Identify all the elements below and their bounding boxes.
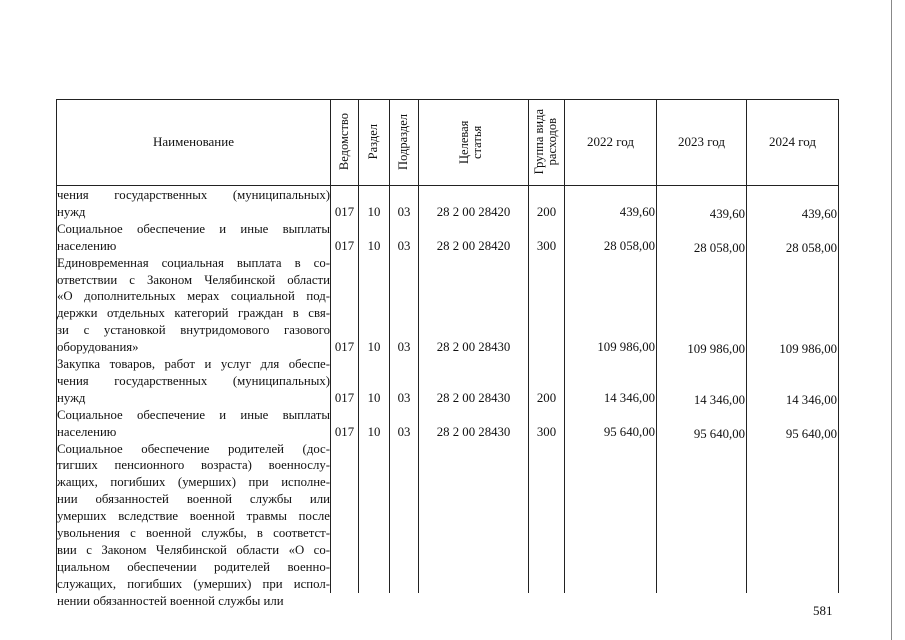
row-subsection: 03 bbox=[397, 424, 411, 439]
row-name bbox=[57, 407, 330, 441]
header-department bbox=[331, 100, 358, 184]
row-amount-2023: 28 058,00 bbox=[693, 240, 745, 255]
header-year-2022 bbox=[565, 100, 656, 184]
row-expense-group: 300 bbox=[536, 424, 557, 439]
row-target-article: 28 2 00 28430 bbox=[436, 340, 511, 355]
row-amount-2023: 14 346,00 bbox=[693, 392, 745, 407]
row-amount-2024: 14 346,00 bbox=[785, 392, 837, 407]
row-name-line: держки отдельных категорий граждан в свя- bbox=[57, 306, 330, 321]
row-name-line: «О дополнительных мерах социальной под- bbox=[57, 289, 330, 304]
row-expense-group: 200 bbox=[536, 390, 557, 405]
row-name-line: жащих, погибших (умерших) при исполне- bbox=[57, 475, 330, 490]
row-name-line: зи с установкой внутридомового газового bbox=[57, 323, 330, 338]
col-border bbox=[838, 99, 839, 593]
page-number: 581 bbox=[813, 603, 833, 618]
row-amount-2024: 95 640,00 bbox=[785, 426, 837, 441]
row-amount-2022: 439,60 bbox=[619, 204, 655, 219]
row-name-line: нении обязанностей военной службы или bbox=[57, 593, 284, 608]
row-name bbox=[57, 441, 330, 610]
row-section: 10 bbox=[367, 390, 381, 405]
row-name-line: нужд bbox=[57, 390, 86, 405]
row-section: 10 bbox=[367, 204, 381, 219]
header-year-2024-text: 2024 год bbox=[769, 134, 816, 149]
row-target-article: 28 2 00 28420 bbox=[436, 204, 511, 219]
row-name bbox=[57, 221, 330, 255]
row-name-line: Закупка товаров, работ и услуг для обеспе- bbox=[57, 357, 330, 371]
header-department-text: Ведомство bbox=[336, 113, 351, 171]
row-name-line: нужд bbox=[57, 204, 86, 219]
row-subsection: 03 bbox=[397, 340, 411, 355]
row-department: 017 bbox=[334, 424, 355, 439]
header-expense-group-line: Группа вида bbox=[532, 109, 547, 175]
row-amount-2024: 28 058,00 bbox=[785, 240, 837, 255]
row-name-line: чения государственных (муниципальных) bbox=[57, 373, 330, 388]
row-name-line: чения государственных (муниципальных) bbox=[57, 188, 330, 202]
header-name-text: Наименование bbox=[153, 134, 234, 149]
header-subsection bbox=[390, 100, 418, 184]
row-subsection: 03 bbox=[397, 204, 411, 219]
row-name-line: Социальное обеспечение и иные выплаты bbox=[57, 221, 330, 236]
row-name-line: нии обязанностей военной службы или bbox=[57, 492, 330, 507]
row-name-line: оборудования» bbox=[57, 340, 139, 355]
row-target-article: 28 2 00 28420 bbox=[436, 238, 511, 253]
row-name-line: вии с Законом Челябинской области «О со- bbox=[57, 542, 330, 557]
row-name-line: населению bbox=[57, 238, 117, 253]
header-target-article-text: Целевая статья bbox=[456, 120, 484, 164]
row-amount-2023: 109 986,00 bbox=[687, 342, 745, 357]
row-expense-group: 300 bbox=[536, 238, 557, 253]
row-section: 10 bbox=[367, 340, 381, 355]
row-section: 10 bbox=[367, 424, 381, 439]
row-section: 10 bbox=[367, 238, 381, 253]
row-amount-2023: 439,60 bbox=[709, 206, 745, 221]
row-name-line: ответствии с Законом Челябинской области bbox=[57, 272, 330, 287]
header-section-text: Раздел bbox=[366, 124, 381, 160]
header-expense-group-text bbox=[533, 109, 559, 174]
row-subsection: 03 bbox=[397, 390, 411, 405]
row-subsection: 03 bbox=[397, 238, 411, 253]
header-year-2022-text: 2022 год bbox=[587, 134, 634, 149]
row-amount-2024: 439,60 bbox=[801, 206, 837, 221]
header-year-2023-text: 2023 год bbox=[678, 134, 725, 149]
row-name bbox=[57, 187, 330, 221]
row-name-line: служащих, погибших (умерших) при испол- bbox=[57, 576, 330, 591]
header-year-2023 bbox=[657, 100, 746, 184]
row-name-line: Социальное обеспечение и иные выплаты bbox=[57, 407, 330, 422]
row-expense-group: 200 bbox=[536, 204, 557, 219]
row-amount-2022: 95 640,00 bbox=[603, 424, 655, 439]
scan-edge-line bbox=[891, 0, 892, 640]
header-subsection-text: Подраздел bbox=[396, 114, 411, 170]
budget-table bbox=[56, 99, 839, 608]
header-expense-group-line: расходов bbox=[545, 118, 560, 166]
row-name-line: умерших вследствие военной травмы после bbox=[57, 509, 330, 524]
row-name-line: тигших пенсионного возраста) военнослу- bbox=[57, 458, 330, 473]
header-expense-group bbox=[529, 100, 564, 184]
row-amount-2022: 109 986,00 bbox=[597, 340, 655, 355]
row-name-line: увольнения с военной службы, в соответст- bbox=[57, 526, 330, 541]
header-year-2024 bbox=[747, 100, 838, 184]
row-name bbox=[57, 356, 330, 407]
row-department: 017 bbox=[334, 238, 355, 253]
row-target-article: 28 2 00 28430 bbox=[436, 424, 511, 439]
row-name-line: населению bbox=[57, 424, 117, 439]
row-department: 017 bbox=[334, 340, 355, 355]
row-amount-2022: 14 346,00 bbox=[603, 390, 655, 405]
row-name-line: Единовременная социальная выплата в со- bbox=[57, 255, 330, 270]
row-target-article: 28 2 00 28430 bbox=[436, 390, 511, 405]
row-amount-2024: 109 986,00 bbox=[779, 342, 837, 357]
row-department: 017 bbox=[334, 390, 355, 405]
row-amount-2023: 95 640,00 bbox=[693, 426, 745, 441]
row-name-line: Социальное обеспечение родителей (дос- bbox=[57, 441, 330, 456]
header-bottom-border bbox=[56, 185, 839, 186]
header-section bbox=[359, 100, 389, 184]
header-name bbox=[57, 100, 330, 184]
row-name bbox=[57, 255, 330, 356]
row-amount-2022: 28 058,00 bbox=[603, 238, 655, 253]
row-name-line: циальном обеспечении родителей военно- bbox=[57, 559, 330, 574]
header-target-article bbox=[419, 100, 528, 184]
row-department: 017 bbox=[334, 204, 355, 219]
